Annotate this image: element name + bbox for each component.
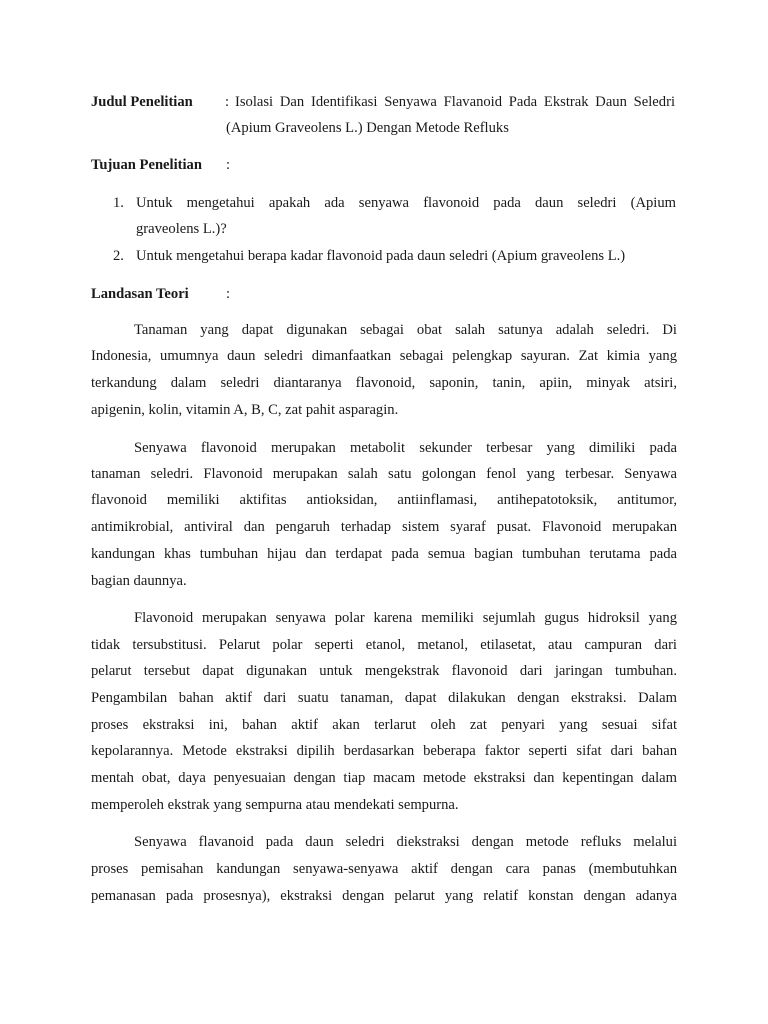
judul-label: Judul Penelitian <box>91 94 193 110</box>
paragraph-line: terkandung dalam seledri diantaranya flavonoid, saponin, tanin, apiin, minyak atsiri, <box>91 375 677 391</box>
paragraph-line: tanaman seledri. Flavonoid merupakan salah satu golongan fenol yang terbesar. Senyawa <box>91 466 677 482</box>
paragraph-line: proses ekstraksi ini, bahan aktif akan terlarut oleh zat penyari yang sesuai sifat <box>91 717 677 733</box>
paragraph-line: pelarut tersebut dapat digunakan untuk mengekstrak flavonoid dari jaringan tumbuhan. <box>91 663 677 679</box>
judul-title-line-1: Isolasi Dan Identifikasi Senyawa Flavanoid Pada Ekstrak Daun Seledri <box>235 94 675 110</box>
paragraph-line: Senyawa flavonoid merupakan metabolit sekunder terbesar yang dimiliki pada <box>134 440 677 456</box>
paragraph-line: Flavonoid merupakan senyawa polar karena memiliki sejumlah gugus hidroksil yang <box>134 610 677 626</box>
list-item-line: graveolens L.)? <box>136 221 227 237</box>
list-item-number: 2. <box>113 248 124 264</box>
paragraph-line: bagian daunnya. <box>91 573 187 589</box>
list-item-number: 1. <box>113 195 124 211</box>
paragraph-line: memperoleh ekstrak yang sempurna atau mendekati sempurna. <box>91 797 459 813</box>
list-item-line: Untuk mengetahui berapa kadar flavonoid pada daun seledri (Apium graveolens L.) <box>136 248 626 264</box>
paragraph-line: tidak tersubstitusi. Pelarut polar seperti etanol, metanol, etilasetat, atau campuran dari <box>91 637 677 653</box>
paragraph-line: apigenin, kolin, vitamin A, B, C, zat pahit asparagin. <box>91 402 399 418</box>
paragraph-line: kepolarannya. Metode ekstraksi dipilih berdasarkan beberapa faktor seperti sifat dari bahan <box>91 743 677 759</box>
list-item-line: Untuk mengetahui apakah ada senyawa flavonoid pada daun seledri (Apium <box>136 195 676 211</box>
tujuan-label: Tujuan Penelitian <box>91 157 202 173</box>
paragraph-line: Senyawa flavanoid pada daun seledri diekstraksi dengan metode refluks melalui <box>134 834 677 850</box>
paragraph-line: flavonoid memiliki aktifitas antioksidan, antiinflamasi, antihepatotoksik, antitumor, <box>91 492 677 508</box>
judul-colon: : <box>225 94 230 110</box>
paragraph-line: Tanaman yang dapat digunakan sebagai obat salah satunya adalah seledri. Di <box>134 322 677 338</box>
tujuan-colon: : <box>226 157 231 173</box>
landasan-label: Landasan Teori <box>91 286 189 302</box>
judul-title-line-2: (Apium Graveolens L.) Dengan Metode Refluks <box>226 120 509 136</box>
landasan-colon: : <box>226 286 231 302</box>
paragraph-line: mentah obat, daya penyesuaian dengan tiap macam metode ekstraksi dan kepentingan dalam <box>91 770 677 786</box>
paragraph-line: Indonesia, umumnya daun seledri dimanfaatkan sebagai pelengkap sayuran. Zat kimia yang <box>91 348 677 364</box>
paragraph-line: proses pemisahan kandungan senyawa-senyawa aktif dengan cara panas (membutuhkan <box>91 861 677 877</box>
paragraph-line: kandungan khas tumbuhan hijau dan terdapat pada semua bagian tumbuhan terutama pada <box>91 546 677 562</box>
paragraph-line: pemanasan pada prosesnya), ekstraksi dengan pelarut yang relatif konstan dengan adanya <box>91 888 677 904</box>
paragraph-line: antimikrobial, antiviral dan pengaruh terhadap sistem syaraf pusat. Flavonoid merupakan <box>91 519 677 535</box>
paragraph-line: Pengambilan bahan aktif dari suatu tanaman, dapat dilakukan dengan ekstraksi. Dalam <box>91 690 677 706</box>
